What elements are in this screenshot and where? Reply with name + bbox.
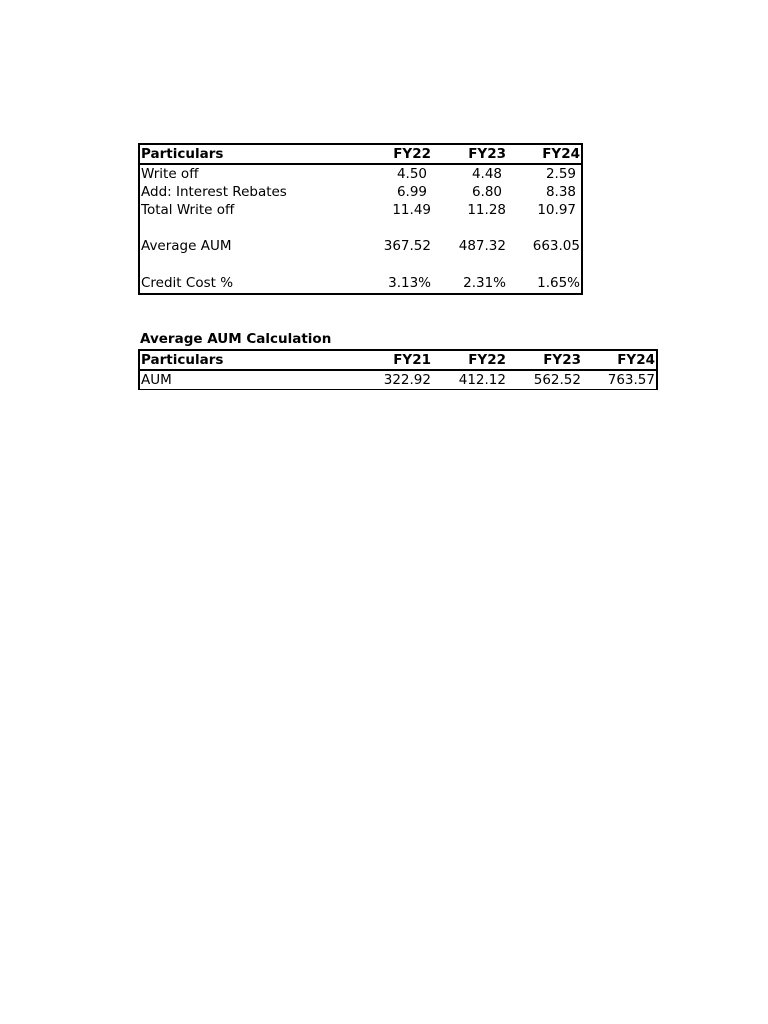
column-header: FY23: [468, 145, 506, 162]
table-row: [139, 201, 582, 219]
row-label: Write off: [141, 165, 199, 182]
table-row: [139, 273, 582, 294]
column-header: FY22: [468, 351, 506, 368]
table-cell: 11.49: [392, 201, 431, 218]
column-header: FY22: [393, 145, 431, 162]
blank-row: [139, 255, 582, 273]
table-cell: 1.65%: [537, 274, 580, 291]
credit-cost-table: [138, 143, 583, 295]
table-cell: 367.52: [383, 237, 431, 254]
column-header: FY24: [617, 351, 655, 368]
column-header: FY23: [543, 351, 581, 368]
table-cell: 2.59: [545, 165, 576, 182]
table-cell: 11.28: [467, 201, 506, 218]
table-row: [139, 370, 657, 390]
column-header: Particulars: [141, 351, 224, 368]
column-header: Particulars: [141, 145, 224, 162]
table-cell: 4.48: [471, 165, 502, 182]
table-cell: 412.12: [458, 371, 506, 388]
table-cell: 10.97: [537, 201, 576, 218]
row-label: Credit Cost %: [141, 274, 234, 291]
table-cell: 4.50: [396, 165, 427, 182]
table-cell: 6.99: [396, 183, 427, 200]
table-cell: 3.13%: [388, 274, 431, 291]
column-header: FY21: [393, 351, 431, 368]
row-label: Total Write off: [141, 201, 235, 218]
table-row: [139, 237, 582, 255]
table-cell: 6.80: [471, 183, 502, 200]
table-cell: 2.31%: [463, 274, 506, 291]
table-row: [139, 164, 582, 183]
table-cell: 562.52: [533, 371, 581, 388]
row-label: AUM: [141, 371, 172, 388]
column-header: FY24: [542, 145, 580, 162]
table-header-row: [139, 350, 657, 370]
table-cell: 663.05: [532, 237, 580, 254]
aum-table: [138, 349, 658, 390]
blank-row: [139, 219, 582, 237]
table-cell: 487.32: [458, 237, 506, 254]
row-label: Add: Interest Rebates: [141, 183, 287, 200]
table-cell: 8.38: [545, 183, 576, 200]
table-cell: 763.57: [607, 371, 655, 388]
table-cell: 322.92: [383, 371, 431, 388]
row-label: Average AUM: [141, 237, 232, 254]
table-header-row: [139, 144, 582, 164]
section-title: Average AUM Calculation: [140, 331, 332, 347]
table-row: [139, 183, 582, 201]
